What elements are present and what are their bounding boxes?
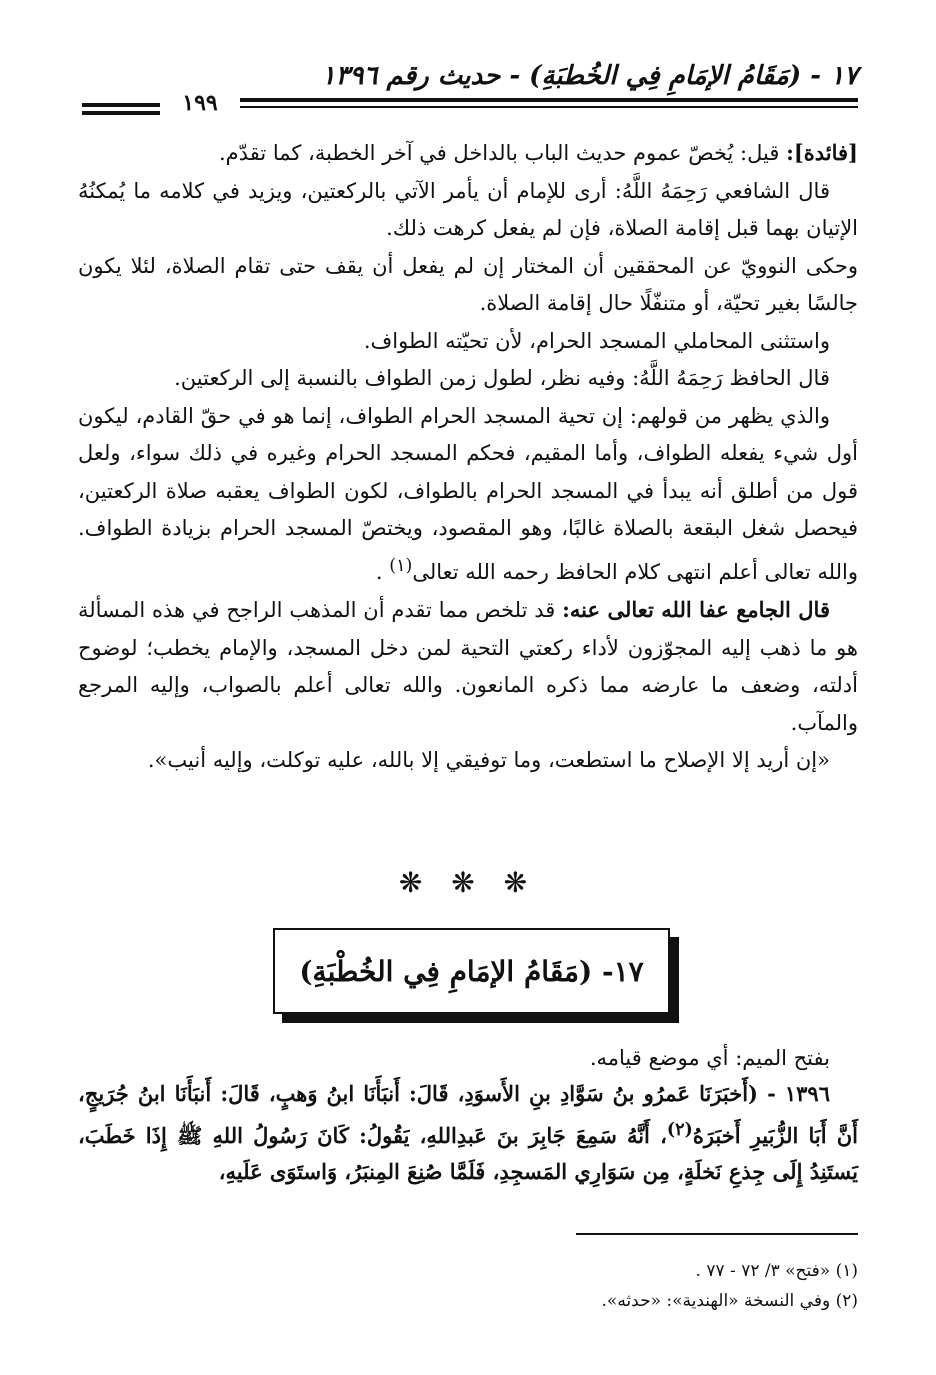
paragraph-faida [78,134,858,173]
page-number-rule-top [82,103,160,107]
section-intro: بفتح الميم: أي موضع قيامه. [589,1046,830,1070]
chapter-title: ١٧- (مَقَامُ الإمَامِ فِي الخُطْبَةِ) [299,954,644,988]
footnote-separator [576,1233,858,1235]
running-header-title: ١٧ - (مَقَامُ الإمَامِ فِي الخُطبَةِ) - حديث رقم ١٣٩٦ [321,61,858,91]
compiler-text: قد تلخص مما تقدم أن المذهب الراجح في هذه المسألة هو ما ذهب إليه المجوّزون لأداء ركعتي التحية لمن دخل المسجد، والإمام يخطب؛ لوضوح أدلته، وضعف ما عارضه مما ذكره المانعون. والله تعالى أعلم بالصواب، وإليه المرجع والمآب. [78,598,858,735]
hadith-part-a: ١٣٩٦ - (أَخبَرَنَا عَمرُو بنُ سَوَّادِ بنِ الأَسوَدِ، قَالَ: أَنبَأَنَا ابنُ وَهبٍ، قَالَ: أَنبَأَنَا ابنُ جُرَيجٍ، أَنَّ أَبَا الزُّبَيرِ أَخبَرَهُ [78,1081,858,1148]
paragraph-compiler [78,591,858,742]
header-rule-thick [240,98,858,102]
footnote-ref-1[interactable]: (١) [389,555,413,576]
faida-text: قيل: يُخصّ عموم حديث الباب بالداخل في آخر الخطبة، كما تقدّم. [219,141,787,165]
section-separator: ❋ ❋ ❋ [398,866,538,899]
footnotes [78,1256,858,1316]
faida-label: [فائدة]: [786,140,858,165]
footnote-2: (٢) وفي النسخة «الهندية»: «حدثه». [601,1291,858,1311]
page-number-rule-bottom [82,111,160,115]
paragraph-shafii: قال الشافعي رَحِمَهُ اللَّهُ: أرى للإمام أن يأمر الآتي بالركعتين، ويزيد في كلامه ما يُمكنُهُ الإتيان بهما قبل إقامة الصلاة، فإن لم يفعل كرهت ذلك. [78,178,858,240]
paragraph-nawawi: وحكى النوويّ عن المحققين أن المختار إن لم يفعل أن يقف حتى تقام الصلاة، لئلا يكون جالسًا بغير تحيّة، أو متنفّلًا حال إقامة الصلاة. [78,253,858,315]
paragraph-mahamili: واستثنى المحاملي المسجد الحرام، لأن تحيّته الطواف. [363,328,830,353]
section-text [78,1040,858,1190]
chapter-title-box [273,928,670,1014]
paragraph-hafiz: قال الحافظ رَحِمَهُ اللَّهُ: وفيه نظر، لطول زمن الطواف بالنسبة إلى الركعتين. [174,366,830,390]
header-rule-thin [240,106,858,108]
footnote-ref-2[interactable]: (٢) [666,1120,693,1140]
paragraph-quote: «إن أريد إلا الإصلاح ما استطعت، وما توفيقي إلا بالله، عليه توكلت، وإليه أنيب». [147,748,830,772]
hadith-text [78,1076,858,1190]
body-text [78,134,858,780]
explanation-end: . [375,559,390,584]
compiler-label: قال الجامع عفا الله تعالى عنه: [562,597,830,622]
explanation-text: والذي يظهر من قولهم: إن تحية المسجد الحرام الطواف، إنما هو في حقّ القادم، ليكون أول شيء يفعله الطواف، وأما المقيم، فحكم المسجد الحرام وغيره في ذلك سواء، ولعل قول من أطلق أنه يبدأ في المسجد الحرام بالطواف، لكون الطواف يعقبه صلاة الركعتين، فيحصل شغل البقعة بالصلاة غالبًا، وهو المقصود، ويختصّ المسجد الحرام بزيادة الطواف. والله تعالى أعلم انتهى كلام الحافظ رحمه الله تعالى [78,403,858,584]
paragraph-explanation [78,398,858,592]
page-number: ١٩٩ [182,90,218,116]
footnote-1: (١) «فتح» ٣/ ٧٢ - ٧٧ . [695,1261,858,1281]
hadith-part-b: ، أَنَّهُ سَمِعَ جَابِرَ بنَ عَبدِاللهِ، يَقُولُ: كَانَ رَسُولُ اللهِ ﷺ إِذَا خَطَبَ، يَستَنِدُ إِلَى جِذعِ نَخلَةٍ، مِن سَوَارِي المَسجِدِ، فَلَمَّا صُنِعَ المِنبَرُ، وَاستَوَى عَلَيهِ، [78,1123,858,1184]
